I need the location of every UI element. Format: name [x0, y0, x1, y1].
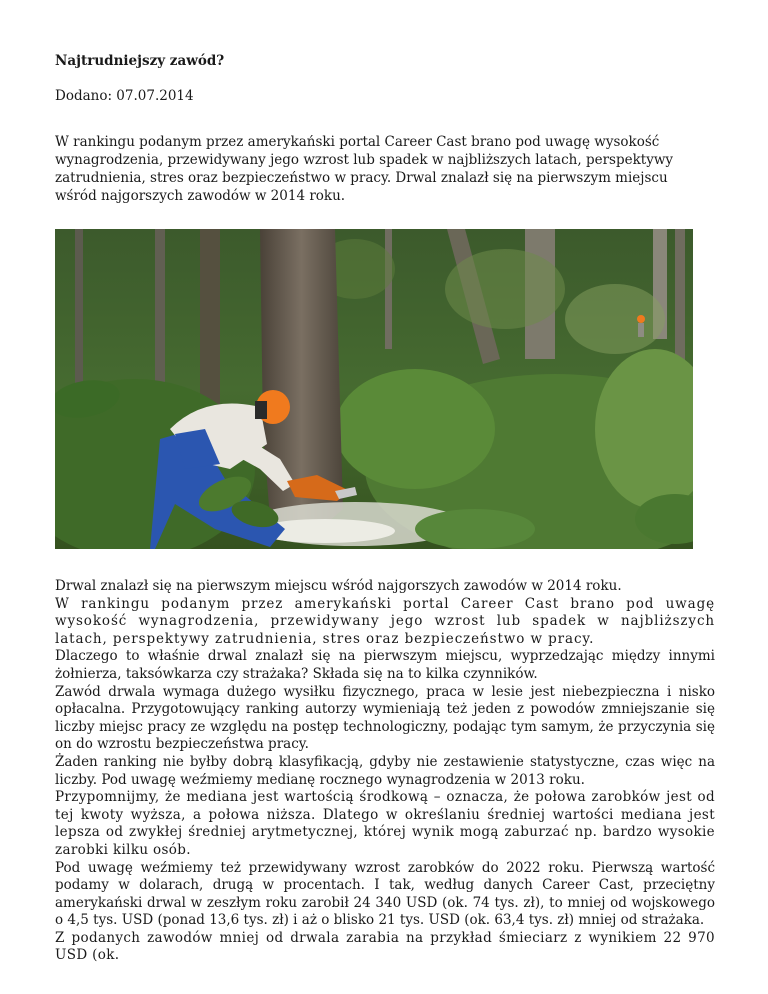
paragraph: Żaden ranking nie byłby dobrą klasyfikacją, gdyby nie zestawienie statystyczne, czas więc na liczby. Pod uwagę weźmiemy medianę rocznego wynagrodzenia w 2013 roku. — [55, 753, 715, 788]
article-title: Najtrudniejszy zawód? — [55, 53, 225, 69]
paragraph: Z podanych zawodów mniej od drwala zarabia na przykład śmieciarz z wynikiem 22 970 USD (ok. — [55, 929, 715, 964]
paragraph: Pod uwagę weźmiemy też przewidywany wzrost zarobków do 2022 roku. Pierwszą wartość podamy w dolarach, drugą w procentach. I tak, według danych Career Cast, przeciętny amerykański drwal w zeszłym roku zarobił 24 340 USD (ok. 74 tys. zł), to mniej od wojskowego o 4,5 tys. USD (ponad 13,6 tys. zł) i aż o blisko 21 tys. USD (ok. 63,4 tys. zł) mniej od strażaka. — [55, 859, 715, 929]
article-intro: W rankingu podanym przez amerykański portal Career Cast brano pod uwagę wysokość wynagrodzenia, przewidywany jego wzrost lub spadek w najbliższych latach, perspektywy zatrudnienia, stres oraz bezpieczeństwo w pracy. Drwal znalazł się na pierwszym miejscu wśród najgorszych zawodów w 2014 roku. — [55, 134, 674, 204]
paragraph: Przypomnijmy, że mediana jest wartością środkową – oznacza, że połowa zarobków jest od tej kwoty wyższa, a połowa niższa. Dlatego w określaniu średniej wartości mediana jest lepsza od zwykłej średniej arytmetycznej, której wynik mogą zaburzać np. bardzo wysokie zarobki kilku osób. — [55, 789, 715, 858]
paragraph: Dlaczego to właśnie drwal znalazł się na pierwszym miejscu, wyprzedzając między innymi żołnierza, taksówkarza czy strażaka? Składa się na to kilka czynników. — [55, 648, 715, 682]
paragraph: Zawód drwala wymaga dużego wysiłku fizycznego, praca w lesie jest niebezpieczna i nisko opłacalna. Przygotowujący ranking autorzy wymieniają też jeden z powodów zmniejszanie się liczby miejsc pracy ze względu na postęp technologiczny, podając tym samym, że przyczynia się on do wzrostu bezpieczeństwa pracy. — [55, 683, 715, 753]
article-body — [55, 578, 715, 965]
paragraph: W rankingu podanym przez amerykański portal Career Cast brano pod uwagę wysokość wynagrodzenia, przewidywany jego wzrost lub spadek w najbliższych latach, perspektywy zatrudnienia, stres oraz bezpieczeństwo w pracy. — [55, 595, 715, 647]
publish-date: Dodano: 07.07.2014 — [55, 88, 194, 104]
lumberjack-photo — [55, 229, 693, 549]
paragraph: Drwal znalazł się na pierwszym miejscu wśród najgorszych zawodów w 2014 roku. — [55, 578, 622, 594]
